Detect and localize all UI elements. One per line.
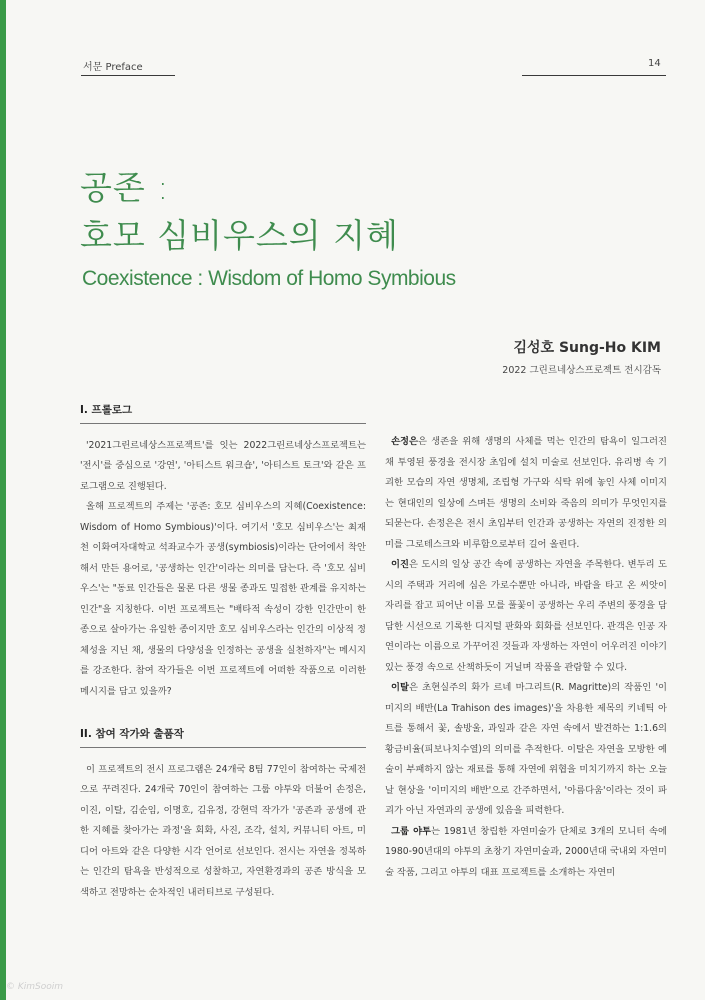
watermark: © KimSooim (6, 982, 64, 992)
page-number: 14 (648, 58, 661, 69)
artist-name: 이진 (391, 559, 409, 570)
author-name: 김성호 Sung-Ho KIM (513, 340, 661, 356)
green-page-edge (0, 0, 6, 1000)
paragraph-group-yatoo: 그룹 야투는 1981년 창립한 자연미술가 단체로 3개의 모니터 속에 1980-90년대의 야투의 초창기 자연미술과, 2000년대 국내외 자연미술 작품, 그리고 야투의 대표 프로젝트를 소개하는 자연미 (385, 825, 667, 878)
artist-name: 이탈 (391, 682, 409, 693)
section-rule (80, 423, 366, 424)
paragraph: 이 프로젝트의 전시 프로그램은 24개국 8팀 77인이 참여하는 국제전으로 꾸려진다. 24개국 70인이 참여하는 그룹 야투와 더불어 손정은, 이진, 이탈, 김순임, 이명호, 김유정, 강현덕 작가가 '공존과 공생에 관한 지혜를 찾아가는 과정'을 회화, 사진, 조각, 설치, 커뮤니티 아트, 미디어 아트와 같은 다양한 시각 언어로 선보인다. 전시는 자연을 정복하는 인간의 탐욕을 반성적으로 성찰하고, 자연환경과의 공존 방식을 모색하고 전망하는 순차적인 내러티브로 구성된다. (80, 763, 366, 898)
paragraph: 올해 프로젝트의 주제는 '공존: 호모 심비우스의 지혜(Coexistence: Wisdom of Homo Symbious)'이다. 여기서 '호모 심비우스'는 최재천 이화여자대학교 석좌교수가 공생(symbiosis)이라는 단어에서 착안해서 만든 용어로, '공생하는 인간'이라는 의미를 담는다. 즉 '호모 심비우스'는 "동료 인간들은 물론 다른 생물 종과도 밀접한 관계를 유지하는 인간"을 지칭한다. 이번 프로젝트는 "배타적 속성이 강한 인간만이 한 종으로 살아가는 유일한 종이지만 호모 심비우스라는 인간의 이상적 정체성을 지닌 채, 생물의 다양성을 인정하는 공생을 실천하자"는 메시지를 강조한다. 참여 작가들은 이번 프로젝트에 어떠한 작품으로 이러한 메시지를 담고 있을까? (80, 501, 366, 697)
section-heading-prologue: I. 프롤로그 (80, 404, 133, 416)
artist-name: 그룹 야투 (391, 825, 432, 837)
header-rule-left (81, 75, 175, 76)
title-english: Coexistence : Wisdom of Homo Symbious (82, 267, 456, 290)
section-heading-artists: II. 참여 작가와 출품작 (80, 728, 184, 740)
header-rule-right (522, 75, 666, 76)
title-korean-line2: 호모 심비우스의 지혜 (80, 216, 399, 255)
paragraph-artist-lee-jin: 이진은 도시의 일상 공간 속에 공생하는 자연을 주목한다. 변두리 도시의 주택과 거리에 심은 가로수뿐만 아니라, 바람을 타고 온 씨앗이 자리를 잡고 피어난 이름 모를 풀꽃이 공생하는 우리 주변의 풍경을 담담한 시선으로 기록한 디지털 판화와 회화를 선보인다. 관객은 인공 자연이라는 이름으로 가꾸어진 것들과 자생하는 자연이 어우러진 이야기 있는 풍경 속으로 산책하듯이 거닐며 작품을 관람할 수 있다. (385, 559, 667, 673)
author-role: 2022 그린르네상스프로젝트 전시감독 (502, 365, 661, 376)
title-korean-line1: 공존 : (80, 168, 170, 207)
paragraph: '2021그린르네상스프로젝트'를 잇는 2022그린르네상스프로젝트는 '전시'를 중심으로 '강연', '아티스트 워크숍', '아티스트 토크'와 같은 프로그램으로 진행된다. (80, 439, 366, 492)
right-column (385, 432, 667, 883)
paragraph-artist-son: 손정은은 생존을 위해 생명의 사체를 먹는 인간의 탐욕이 일그러진 채 투영된 풍경을 전시장 초입에 설치 미술로 선보인다. 유리병 속 기괴한 모습의 자연 생명체, 조립형 가구와 식탁 위에 놓인 사체 이미지는 현대인의 일상에 스며든 생명의 소비와 죽음의 의미가 무엇인지를 되묻는다. 손정은은 전시 초입부터 인간과 공생하는 자연의 진정한 의미를 그로테스크와 비루함으로부터 길어 올린다. (385, 436, 667, 550)
artist-name: 손정은 (391, 436, 418, 447)
running-header-section: 서문 Preface (83, 62, 143, 73)
section-rule (80, 747, 366, 748)
left-column (80, 400, 366, 903)
paragraph-artist-lee-tal: 이탈은 초현실주의 화가 르네 마그리트(R. Magritte)의 작품인 '이미지의 배반(La Trahison des images)'을 차용한 제목의 키네틱 아트를 통해서 꽃, 솔방울, 과일과 같은 자연 속에서 발견하는 1:1.6의 황금비율(피보나치수열)의 의미를 추적한다. 이탈은 자연을 모방한 예술이 부패하지 않는 재료를 통해 자연에 위협을 미치기까지 하는 오늘날 현상을 '이미지의 배반'으로 간주하면서, '아름다움'이라는 것이 파괴가 아닌 자연과의 공생에 있음을 피력한다. (385, 682, 667, 816)
